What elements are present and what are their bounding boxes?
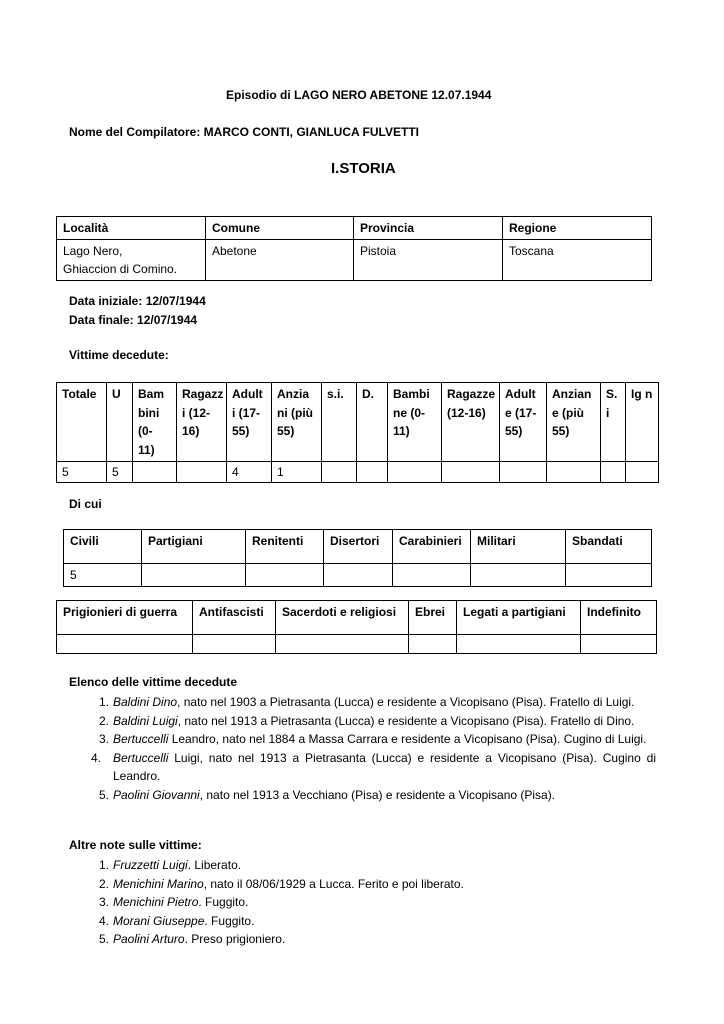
value-partigiani — [142, 564, 246, 587]
header-totale: Totale — [57, 383, 107, 462]
header-regione: Regione — [503, 217, 652, 240]
victims-table — [56, 382, 659, 483]
value-indefinito — [581, 635, 657, 654]
header-ignoti: Ig n — [626, 383, 659, 462]
localita-line-2: Ghiaccion di Comino. — [63, 262, 178, 276]
header-si: s.i. — [322, 383, 357, 462]
header-anziane: Anzian e (più 55) — [547, 383, 601, 462]
victim-name: Bertuccelli — [113, 732, 169, 746]
compiler-line: Nome del Compilatore: MARCO CONTI, GIANLUCA FULVETTI — [69, 125, 419, 139]
value-ignoti — [626, 462, 659, 483]
header-legati: Legati a partigiani — [457, 601, 581, 635]
list-item: 4. Bertuccelli Luigi, nato nel 1913 a Pietrasanta (Lucca) e residente a Vicopisano (Pisa). Cugino di Leandro. — [91, 750, 656, 783]
episode-title: Episodio di LAGO NERO ABETONE 12.07.1944 — [226, 88, 492, 102]
value-si — [322, 462, 357, 483]
value-civili: 5 — [64, 564, 142, 587]
header-disertori: Disertori — [324, 530, 393, 564]
victim-name: Baldini Luigi — [113, 713, 178, 728]
value-anziane — [547, 462, 601, 483]
category-table-1 — [63, 529, 652, 587]
note-name: Morani Giuseppe — [113, 913, 205, 928]
value-anziani: 1 — [272, 462, 322, 483]
localita-line-1: Lago Nero, — [63, 244, 123, 258]
header-ebrei: Ebrei — [409, 601, 457, 635]
header-ragazze: Ragazze (12-16) — [442, 383, 500, 462]
value-totale: 5 — [57, 462, 107, 483]
note-name: Menichini Pietro — [113, 895, 199, 909]
value-adulte — [500, 462, 547, 483]
value-prigionieri — [57, 635, 193, 654]
victims-list-title: Elenco delle vittime decedute — [69, 675, 238, 689]
header-sbandati: Sbandati — [566, 530, 652, 564]
other-notes-title: Altre note sulle vittime: — [69, 838, 202, 852]
victims-list — [91, 693, 656, 804]
list-item: 4. Morani Giuseppe. Fuggito. — [98, 913, 255, 928]
header-indefinito: Indefinito — [581, 601, 657, 635]
note-name: Fruzzetti Luigi — [113, 858, 188, 872]
cell-localita — [57, 240, 206, 281]
header-donne: D. — [357, 383, 388, 462]
header-militari: Militari — [471, 530, 566, 564]
header-bambine: Bambi ne (0- 11) — [388, 383, 442, 462]
list-item: 2. Menichini Marino, nato il 08/06/1929 a Lucca. Ferito e poi liberato. — [98, 876, 464, 891]
list-item: 1. Baldini Dino, nato nel 1903 a Pietrasanta (Lucca) e residente a Vicopisano (Pisa). Fratello di Luigi. — [98, 695, 635, 709]
header-renitenti: Renitenti — [246, 530, 324, 564]
start-date: Data iniziale: 12/07/1944 — [69, 294, 206, 308]
di-cui-label: Di cui — [69, 497, 102, 511]
other-notes-list — [98, 856, 656, 949]
value-antifascisti — [193, 635, 276, 654]
note-name: Menichini Marino — [113, 876, 204, 891]
header-adulte: Adult e (17- 55) — [500, 383, 547, 462]
cell-provincia: Pistoia — [354, 240, 503, 281]
value-carabinieri — [393, 564, 471, 587]
value-bambine — [388, 462, 442, 483]
header-adulti: Adult i (17- 55) — [227, 383, 272, 462]
section-title: I.STORIA — [331, 160, 396, 177]
value-ebrei — [409, 635, 457, 654]
value-militari — [471, 564, 566, 587]
cell-comune: Abetone — [206, 240, 354, 281]
header-prigionieri: Prigionieri di guerra — [57, 601, 193, 635]
header-partigiani: Partigiani — [142, 530, 246, 564]
end-date: Data finale: 12/07/1944 — [69, 313, 198, 327]
value-renitenti — [246, 564, 324, 587]
header-sacerdoti: Sacerdoti e religiosi — [276, 601, 409, 635]
value-ragazzi — [177, 462, 227, 483]
cell-regione: Toscana — [503, 240, 652, 281]
header-localita: Località — [57, 217, 206, 240]
value-bambini — [133, 462, 177, 483]
header-uomini: U — [107, 383, 133, 462]
list-item: 2. Baldini Luigi, nato nel 1913 a Pietrasanta (Lucca) e residente a Vicopisano (Pisa). Fratello di Dino. — [98, 713, 635, 728]
header-civili: Civili — [64, 530, 142, 564]
value-donne — [357, 462, 388, 483]
value-uomini: 5 — [107, 462, 133, 483]
victim-name: Bertuccelli — [113, 750, 169, 765]
header-antifascisti: Antifascisti — [193, 601, 276, 635]
value-disertori — [324, 564, 393, 587]
value-legati — [457, 635, 581, 654]
header-carabinieri: Carabinieri — [393, 530, 471, 564]
header-si-2: S. i — [601, 383, 626, 462]
location-table — [56, 216, 652, 281]
value-ragazze — [442, 462, 500, 483]
victim-name: Baldini Dino — [113, 695, 178, 709]
list-item: 3. Menichini Pietro. Fuggito. — [98, 895, 249, 909]
header-anziani: Anzia ni (più 55) — [272, 383, 322, 462]
note-name: Paolini Arturo — [113, 932, 185, 946]
list-item: 5. Paolini Arturo. Preso prigioniero. — [98, 932, 286, 946]
header-provincia: Provincia — [354, 217, 503, 240]
list-item: 3. Bertuccelli Leandro, nato nel 1884 a Massa Carrara e residente a Vicopisano (Pisa). Cugino di Luigi. — [98, 732, 647, 746]
header-comune: Comune — [206, 217, 354, 240]
list-item: 5. Paolini Giovanni, nato nel 1913 a Vecchiano (Pisa) e residente a Vicopisano (Pisa). — [98, 787, 556, 802]
value-adulti: 4 — [227, 462, 272, 483]
header-bambini: Bam bini (0- 11) — [133, 383, 177, 462]
value-sacerdoti — [276, 635, 409, 654]
value-sbandati — [566, 564, 652, 587]
header-ragazzi: Ragazz i (12- 16) — [177, 383, 227, 462]
victim-name: Paolini Giovanni — [113, 787, 200, 802]
victims-label: Vittime decedute: — [69, 348, 169, 362]
value-si-2 — [601, 462, 626, 483]
list-item: 1. Fruzzetti Luigi. Liberato. — [98, 858, 242, 872]
category-table-2 — [56, 600, 657, 654]
